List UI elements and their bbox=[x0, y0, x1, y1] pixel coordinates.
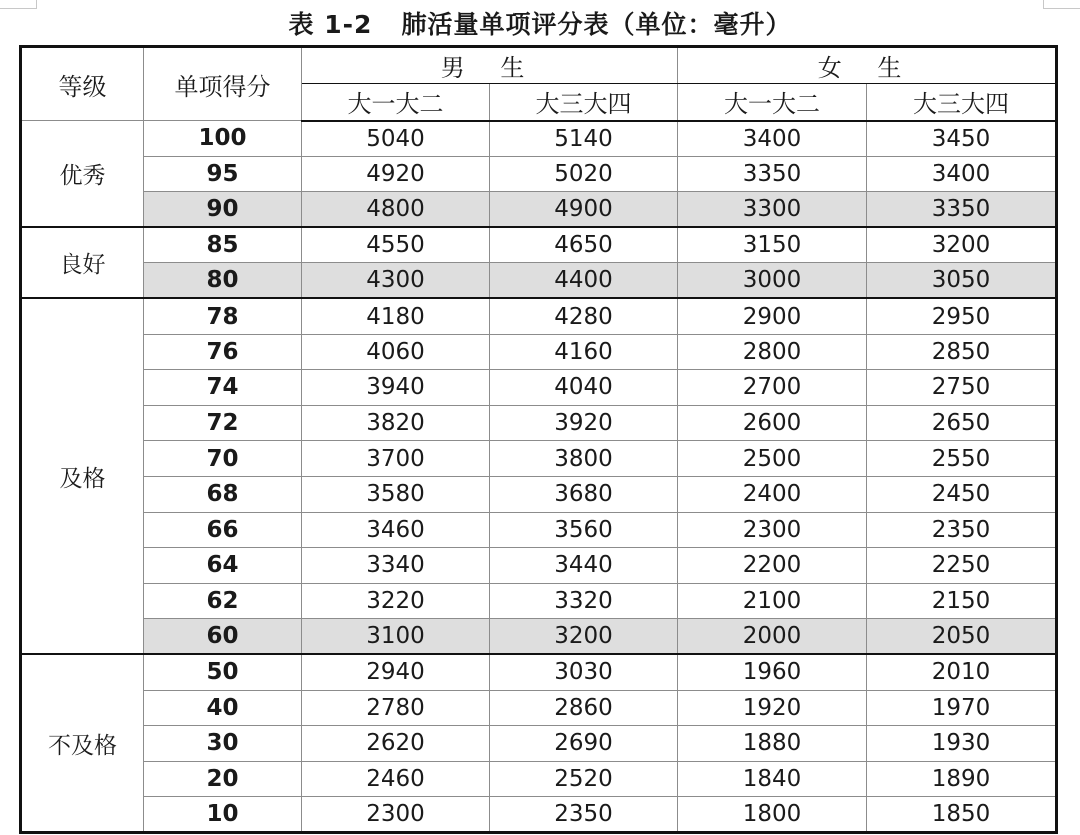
value-cell-female-year12: 3350 bbox=[678, 156, 867, 192]
value-cell-female-year12: 3150 bbox=[678, 227, 867, 263]
value-cell-female-year12: 2600 bbox=[678, 405, 867, 441]
value-cell-male-year34: 4280 bbox=[490, 298, 678, 334]
value-cell-male-year34: 5020 bbox=[490, 156, 678, 192]
value-cell-male-year34: 2350 bbox=[490, 797, 678, 833]
score-cell: 78 bbox=[144, 298, 302, 334]
value-cell-female-year12: 2300 bbox=[678, 512, 867, 548]
value-cell-male-year12: 3460 bbox=[302, 512, 490, 548]
table-row bbox=[21, 726, 1057, 762]
value-cell-female-year34: 3450 bbox=[867, 121, 1057, 157]
table-row bbox=[21, 192, 1057, 228]
value-cell-male-year12: 2780 bbox=[302, 690, 490, 726]
value-cell-female-year12: 2400 bbox=[678, 476, 867, 512]
value-cell-male-year34: 3320 bbox=[490, 583, 678, 619]
value-cell-male-year34: 2690 bbox=[490, 726, 678, 762]
value-cell-female-year12: 2500 bbox=[678, 441, 867, 477]
table-row bbox=[21, 476, 1057, 512]
value-cell-female-year12: 1880 bbox=[678, 726, 867, 762]
value-cell-female-year34: 3050 bbox=[867, 263, 1057, 299]
value-cell-male-year34: 3030 bbox=[490, 654, 678, 690]
value-cell-male-year12: 3100 bbox=[302, 619, 490, 655]
value-cell-female-year12: 3300 bbox=[678, 192, 867, 228]
value-cell-female-year34: 2550 bbox=[867, 441, 1057, 477]
table-row bbox=[21, 797, 1057, 833]
value-cell-female-year12: 1840 bbox=[678, 761, 867, 797]
value-cell-male-year12: 3820 bbox=[302, 405, 490, 441]
value-cell-male-year34: 3680 bbox=[490, 476, 678, 512]
header-female-year34: 大三大四 bbox=[867, 84, 1057, 121]
grade-cell: 及格 bbox=[21, 298, 144, 654]
value-cell-female-year12: 3000 bbox=[678, 263, 867, 299]
table-row bbox=[21, 156, 1057, 192]
score-cell: 90 bbox=[144, 192, 302, 228]
value-cell-male-year34: 2520 bbox=[490, 761, 678, 797]
value-cell-female-year12: 2000 bbox=[678, 619, 867, 655]
value-cell-female-year34: 1930 bbox=[867, 726, 1057, 762]
table-row bbox=[21, 548, 1057, 584]
value-cell-female-year34: 3200 bbox=[867, 227, 1057, 263]
value-cell-female-year34: 2350 bbox=[867, 512, 1057, 548]
value-cell-male-year34: 5140 bbox=[490, 121, 678, 157]
table-title: 表 1-2 肺活量单项评分表（单位：毫升） bbox=[288, 10, 792, 39]
table-row bbox=[21, 583, 1057, 619]
table-row bbox=[21, 298, 1057, 334]
value-cell-male-year34: 3440 bbox=[490, 548, 678, 584]
score-cell: 50 bbox=[144, 654, 302, 690]
lung-capacity-score-table bbox=[19, 45, 1058, 834]
table-row bbox=[21, 654, 1057, 690]
value-cell-male-year34: 3560 bbox=[490, 512, 678, 548]
score-cell: 70 bbox=[144, 441, 302, 477]
value-cell-female-year12: 2700 bbox=[678, 370, 867, 406]
score-cell: 30 bbox=[144, 726, 302, 762]
table-row bbox=[21, 370, 1057, 406]
value-cell-female-year34: 2750 bbox=[867, 370, 1057, 406]
score-cell: 10 bbox=[144, 797, 302, 833]
score-cell: 40 bbox=[144, 690, 302, 726]
value-cell-female-year12: 1800 bbox=[678, 797, 867, 833]
score-cell: 66 bbox=[144, 512, 302, 548]
score-cell: 20 bbox=[144, 761, 302, 797]
table-row bbox=[21, 690, 1057, 726]
value-cell-female-year34: 2450 bbox=[867, 476, 1057, 512]
value-cell-female-year34: 3400 bbox=[867, 156, 1057, 192]
value-cell-female-year34: 2250 bbox=[867, 548, 1057, 584]
table-row bbox=[21, 405, 1057, 441]
value-cell-male-year34: 4160 bbox=[490, 334, 678, 370]
score-cell: 76 bbox=[144, 334, 302, 370]
value-cell-male-year12: 4300 bbox=[302, 263, 490, 299]
score-cell: 100 bbox=[144, 121, 302, 157]
value-cell-male-year12: 3580 bbox=[302, 476, 490, 512]
table-row bbox=[21, 512, 1057, 548]
value-cell-female-year12: 3400 bbox=[678, 121, 867, 157]
score-cell: 60 bbox=[144, 619, 302, 655]
value-cell-female-year34: 2150 bbox=[867, 583, 1057, 619]
value-cell-male-year12: 2620 bbox=[302, 726, 490, 762]
value-cell-male-year34: 3800 bbox=[490, 441, 678, 477]
score-cell: 85 bbox=[144, 227, 302, 263]
value-cell-female-year12: 2900 bbox=[678, 298, 867, 334]
score-cell: 74 bbox=[144, 370, 302, 406]
grade-cell: 不及格 bbox=[21, 654, 144, 832]
value-cell-female-year12: 2200 bbox=[678, 548, 867, 584]
value-cell-female-year12: 2100 bbox=[678, 583, 867, 619]
grade-cell: 优秀 bbox=[21, 121, 144, 228]
value-cell-male-year12: 3940 bbox=[302, 370, 490, 406]
value-cell-female-year34: 1850 bbox=[867, 797, 1057, 833]
header-male-year34: 大三大四 bbox=[490, 84, 678, 121]
value-cell-male-year12: 2300 bbox=[302, 797, 490, 833]
header-male: 男 生 bbox=[302, 47, 678, 84]
table-row bbox=[21, 441, 1057, 477]
header-female: 女 生 bbox=[678, 47, 1057, 84]
value-cell-male-year34: 2860 bbox=[490, 690, 678, 726]
value-cell-male-year12: 4800 bbox=[302, 192, 490, 228]
header-female-year12: 大一大二 bbox=[678, 84, 867, 121]
table-row bbox=[21, 619, 1057, 655]
table-row bbox=[21, 121, 1057, 157]
value-cell-male-year34: 4040 bbox=[490, 370, 678, 406]
grade-cell: 良好 bbox=[21, 227, 144, 298]
value-cell-female-year34: 2650 bbox=[867, 405, 1057, 441]
value-cell-female-year34: 2950 bbox=[867, 298, 1057, 334]
table-body bbox=[21, 121, 1057, 833]
value-cell-female-year34: 2010 bbox=[867, 654, 1057, 690]
value-cell-male-year12: 5040 bbox=[302, 121, 490, 157]
header-grade: 等级 bbox=[21, 47, 144, 121]
value-cell-female-year12: 1960 bbox=[678, 654, 867, 690]
value-cell-male-year12: 4060 bbox=[302, 334, 490, 370]
value-cell-male-year12: 4180 bbox=[302, 298, 490, 334]
score-cell: 62 bbox=[144, 583, 302, 619]
value-cell-male-year12: 3340 bbox=[302, 548, 490, 584]
header-score: 单项得分 bbox=[144, 47, 302, 121]
value-cell-male-year34: 4900 bbox=[490, 192, 678, 228]
value-cell-male-year34: 4400 bbox=[490, 263, 678, 299]
value-cell-male-year12: 3220 bbox=[302, 583, 490, 619]
score-cell: 72 bbox=[144, 405, 302, 441]
value-cell-female-year34: 1890 bbox=[867, 761, 1057, 797]
table-row bbox=[21, 334, 1057, 370]
value-cell-male-year34: 3200 bbox=[490, 619, 678, 655]
value-cell-male-year12: 2460 bbox=[302, 761, 490, 797]
value-cell-male-year12: 4550 bbox=[302, 227, 490, 263]
value-cell-female-year12: 1920 bbox=[678, 690, 867, 726]
table-row bbox=[21, 761, 1057, 797]
value-cell-male-year34: 3920 bbox=[490, 405, 678, 441]
table-row bbox=[21, 227, 1057, 263]
header-male-year12: 大一大二 bbox=[302, 84, 490, 121]
score-cell: 68 bbox=[144, 476, 302, 512]
value-cell-female-year34: 2050 bbox=[867, 619, 1057, 655]
value-cell-male-year12: 3700 bbox=[302, 441, 490, 477]
score-cell: 80 bbox=[144, 263, 302, 299]
score-cell: 64 bbox=[144, 548, 302, 584]
value-cell-male-year12: 2940 bbox=[302, 654, 490, 690]
value-cell-female-year12: 2800 bbox=[678, 334, 867, 370]
value-cell-female-year34: 1970 bbox=[867, 690, 1057, 726]
value-cell-female-year34: 2850 bbox=[867, 334, 1057, 370]
value-cell-male-year34: 4650 bbox=[490, 227, 678, 263]
value-cell-female-year34: 3350 bbox=[867, 192, 1057, 228]
value-cell-male-year12: 4920 bbox=[302, 156, 490, 192]
table-row bbox=[21, 263, 1057, 299]
score-cell: 95 bbox=[144, 156, 302, 192]
